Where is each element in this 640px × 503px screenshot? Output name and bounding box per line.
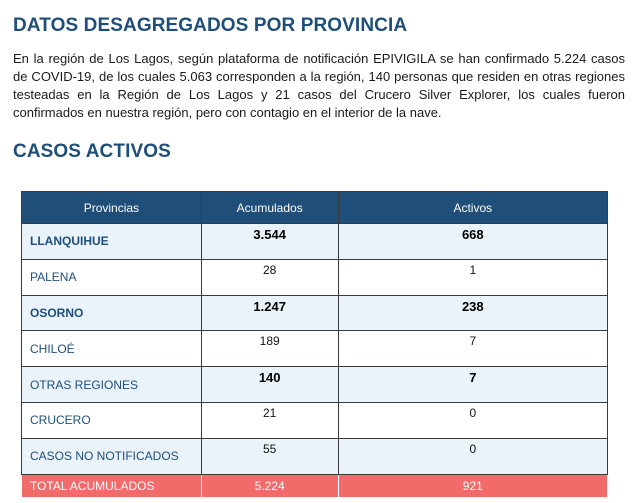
row-acumulados: 28 [201,259,338,295]
row-acumulados: 55 [201,438,338,474]
row-provincia: CRUCERO [22,402,202,438]
row-activos: 238 [338,295,607,331]
section-title: CASOS ACTIVOS [13,141,171,162]
row-provincia: OSORNO [22,295,202,331]
row-provincia: PALENA [22,259,202,295]
row-activos: 0 [338,402,607,438]
row-provincia: OTRAS REGIONES [22,367,202,403]
table-row [22,367,608,403]
table-row [22,224,608,260]
total-row [22,474,608,497]
header-acumulados: Acumulados [201,192,338,224]
row-activos: 0 [338,438,607,474]
total-acumulados: 5.224 [201,474,338,497]
row-provincia: LLANQUIHUE [22,224,202,260]
table-row [22,438,608,474]
row-activos: 7 [338,367,607,403]
row-acumulados: 21 [201,402,338,438]
row-activos: 7 [338,331,607,367]
row-activos: 1 [338,259,607,295]
table-row [22,331,608,367]
row-activos: 668 [338,224,607,260]
header-provincias: Provincias [22,192,202,224]
table-row [22,295,608,331]
table-header-row [22,192,608,224]
row-acumulados: 189 [201,331,338,367]
page-title: DATOS DESAGREGADOS POR PROVINCIA [13,15,408,36]
total-label: TOTAL ACUMULADOS [22,474,202,497]
cases-table [21,191,608,498]
intro-paragraph: En la región de Los Lagos, según plataforma de notificación EPIVIGILA se han confirmado 5.224 casos de COVID-19, de los cuales 5.063 corresponden a la región, 140 personas que residen en otras regiones testeadas en la Región de Los Lagos y 21 casos del Crucero Silver Explorer, los cuales fueron confirmados en nuestra región, pero con contagio en el interior de la nave. [13,51,625,120]
total-activos: 921 [338,474,607,497]
table-row [22,259,608,295]
row-acumulados: 140 [201,367,338,403]
table-row [22,402,608,438]
row-acumulados: 3.544 [201,224,338,260]
header-activos: Activos [338,192,607,224]
row-provincia: CHILOÉ [22,331,202,367]
row-acumulados: 1.247 [201,295,338,331]
row-provincia: CASOS NO NOTIFICADOS [22,438,202,474]
